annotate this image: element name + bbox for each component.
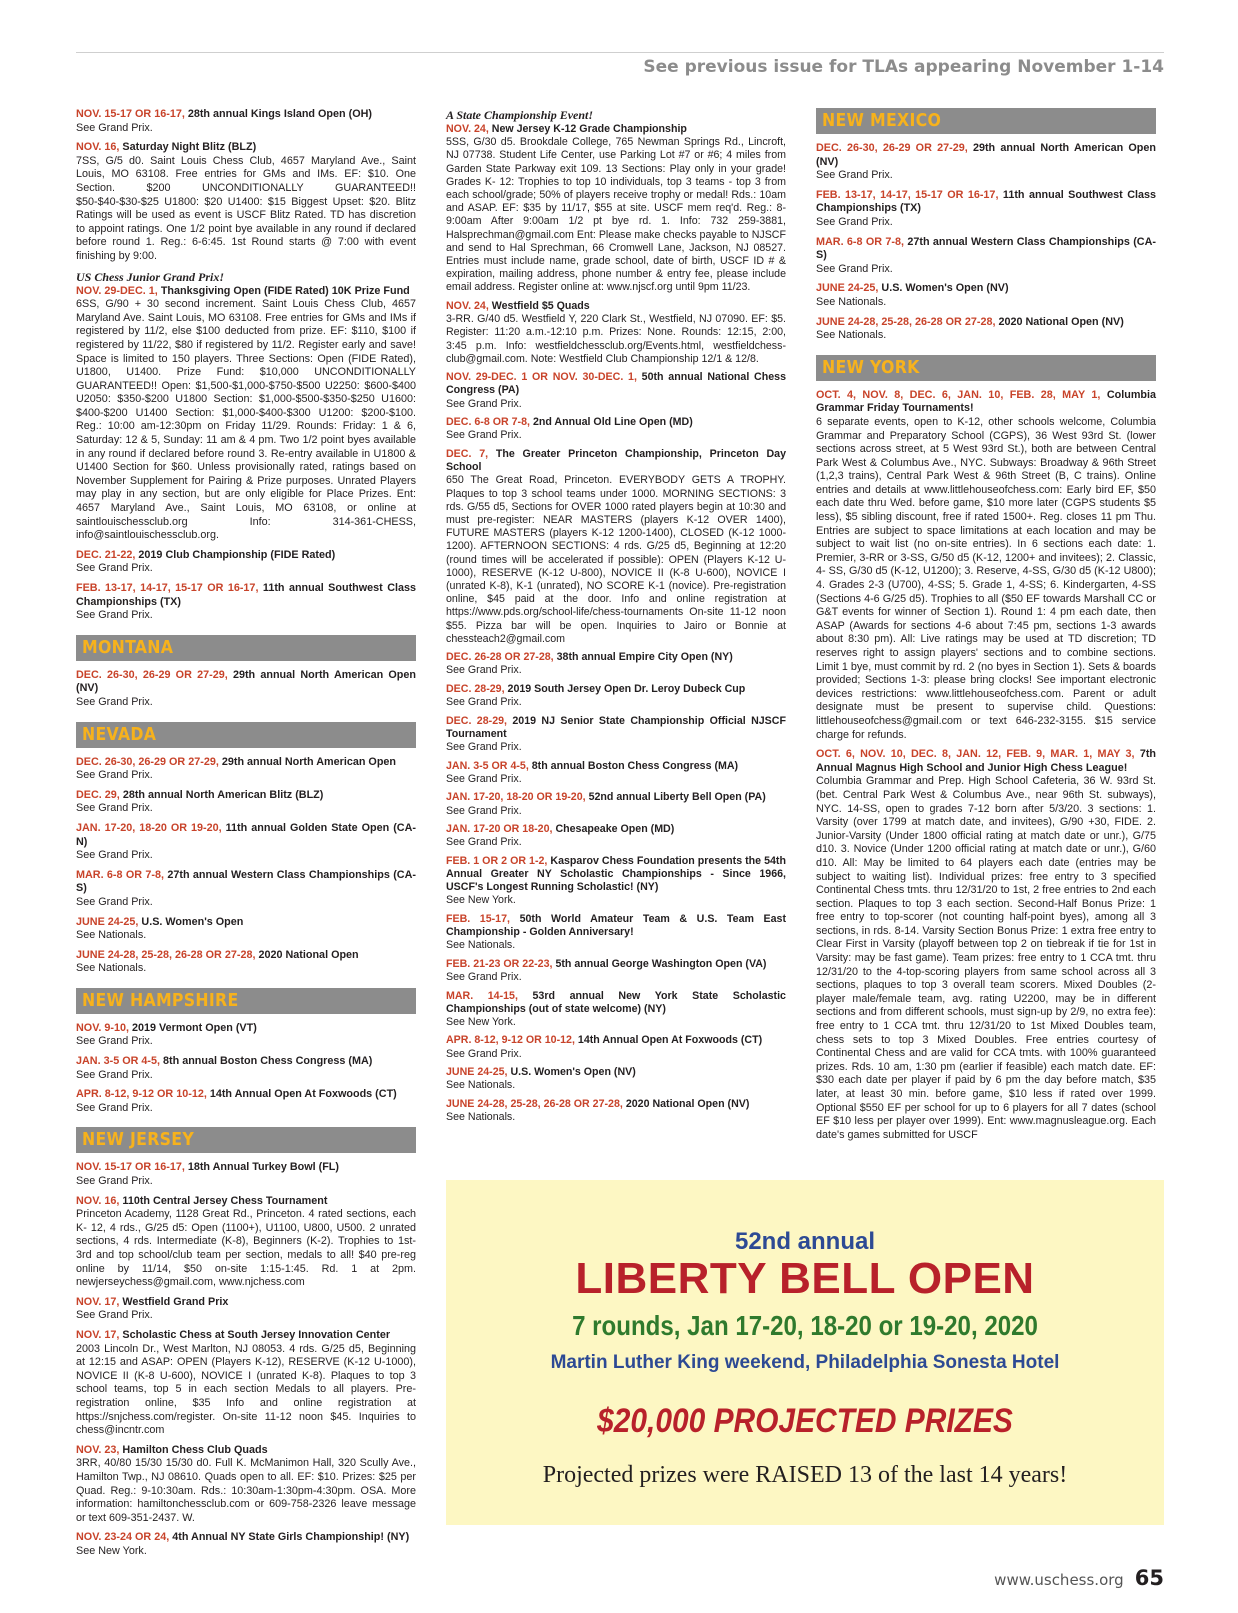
event-dates: NOV. 17, [76,1328,120,1341]
event-title: 2020 National Open (NV) [625,1097,750,1110]
event-listing [446,683,786,709]
ad-dates: 7 rounds, Jan 17-20, 18-20 or 19-20, 2020 [572,1310,1038,1341]
event-details: See Grand Prix. [816,215,893,228]
event-title: U.S. Women's Open [141,915,244,928]
event-details: 650 The Great Road, Princeton. EVERYBODY GETS A TROPHY. Plaques to top 3 school teams under 1000. MORNING SECTIONS: 3 rds. G/55 d5, Sections for OVER 1000 rated players begin at 10:30 and must pre-register: NEAR MASTERS (players K-12 OVER 1400), FUTURE MASTERS (players K-12 1200-1400), CLOSED (K-12 1000-1200). AFTERNOON SECTIONS: 4 rds. G/25 d5, Beginning at 12:20 (round times will be accelerated if possible): OPEN (Players K-12 U-1000), RESERVE (K-12 U-800), NOVICE II (K-8 U-600), NOVICE I (unrated K-8), K-1 (unrated), NO SCORE K-1 (novice). Pre-registration online, $45 paid at the door. Info and online registration at https://www.pds.org/school-life/chess-tournaments On-site 11-12 noon $55. Pizza bar will be open. Inquiries to Jairo or Bonnie at chessteach2@gmail.com [446,474,786,645]
event-details: See Grand Prix. [446,664,522,677]
event-dates: NOV. 16, [76,1194,120,1207]
event-title: 27th annual Western Class Championships (CA-S) [76,868,416,895]
event-listing [446,1034,786,1060]
event-listing [446,760,786,786]
event-listing [446,416,786,442]
event-title: Scholastic Chess at South Jersey Innovation Center [122,1328,391,1341]
event-details: See Nationals. [446,1079,516,1092]
event-dates: MAR. 6-8 OR 7-8, [76,868,164,881]
top-banner [76,52,1164,86]
event-title: 14th Annual Open At Foxwoods (CT) [209,1088,397,1101]
event-title: 28th annual North American Blitz (BLZ) [122,788,324,801]
event-title: Columbia Grammar Friday Tournaments! [816,388,1157,415]
event-title: 2020 National Open (NV) [998,315,1124,328]
event-dates: MAR. 14-15, [446,989,518,1002]
event-details: See Nationals. [816,329,887,342]
event-dates: NOV. 29-DEC. 1, [76,284,158,297]
event-title: 4th Annual NY State Girls Championship! (NY) [172,1531,410,1544]
event-title: 29th annual North American Open (NV) [76,668,416,695]
ad-title: LIBERTY BELL OPEN [575,1254,1035,1303]
event-title: 18th Annual Turkey Bowl (FL) [187,1161,339,1174]
event-title: 2019 South Jersey Open Dr. Leroy Dubeck Cup [507,683,746,695]
event-title: Hamilton Chess Club Quads [122,1443,268,1456]
event-dates: APR. 8-12, 9-12 OR 10-12, [76,1088,207,1101]
event-dates: JUNE 24-28, 25-28, 26-28 OR 27-28, [76,948,256,961]
event-details: See Grand Prix. [76,849,153,862]
event-listing [76,1296,416,1323]
event-details: See Grand Prix. [76,1309,153,1322]
event-details: See Nationals. [76,929,147,942]
event-listing [76,756,416,783]
event-dates: NOV. 16, [76,141,120,154]
event-title: Chesapeake Open (MD) [555,823,675,836]
event-listing [76,1088,416,1115]
event-tagline: A State Championship Event! [446,108,594,122]
event-title: New Jersey K-12 Grade Championship [491,123,687,135]
event-listing [446,958,786,984]
event-title: Westfield Grand Prix [122,1295,229,1308]
ad-prize-history: Projected prizes were RAISED 13 of the last 14 years! [542,1462,1068,1488]
event-details: See Grand Prix. [446,429,522,442]
event-listing [446,855,786,908]
liberty-bell-open-advertisement [446,1180,1164,1525]
column-middle [446,108,786,1130]
event-dates: JUNE 24-25, [816,282,879,295]
event-details: See Grand Prix. [76,1175,153,1188]
event-title: 2019 Vermont Open (VT) [132,1021,257,1034]
event-dates: DEC. 6-8 OR 7-8, [446,416,530,429]
event-listing [76,1531,416,1558]
event-title: 5th annual George Washington Open (VA) [555,957,767,970]
event-dates: DEC. 29, [76,788,120,801]
event-listing [76,285,416,543]
event-listing [816,189,1156,230]
event-listing [446,300,786,366]
event-details: See Grand Prix. [446,772,522,785]
event-listing [76,1195,416,1290]
event-listing [816,316,1156,343]
event-dates: NOV. 15-17 OR 16-17, [76,108,185,120]
event-listing [446,1066,786,1092]
event-listing [76,1444,416,1526]
event-dates: JUNE 24-25, [446,1066,508,1079]
event-title: 11th annual Southwest Class Championships (TX) [76,582,417,608]
event-dates: FEB. 21-23 OR 22-23, [446,957,553,970]
state-section-header: NEW YORK [816,355,1156,381]
event-dates: JAN. 3-5 OR 4-5, [446,759,529,772]
event-listing [446,913,786,953]
event-title: 11th annual Golden State Open (CA-N) [76,821,416,848]
event-title: 28th annual Kings Island Open (OH) [187,108,372,120]
event-dates: MAR. 6-8 OR 7-8, [816,235,904,248]
event-dates: NOV. 9-10, [76,1021,130,1034]
event-details: See Grand Prix. [446,397,522,410]
event-dates: APR. 8-12, 9-12 OR 10-12, [446,1034,575,1047]
event-listing [446,990,786,1030]
state-section-header: MONTANA [76,635,416,661]
event-listing [76,1022,416,1049]
event-details: 6SS, G/90 + 30 second increment. Saint Louis Chess Club, 4657 Maryland Ave. Saint Louis, MO 63108. Free entries for GMs and IMs if registered by 11/2, else $100 deducted from prize. EF: $110, $100 if registered by 11/22, $80 if registered by 11/2. Register early and save! Space is limited to 150 players. Three Sections: Open (FIDE Rated), U1800, U1400. Prize Fund: $10,000 UNCONDITIONALLY GUARANTEED!! Open: $1,500-$1,000-$750-$500 U2250: $600-$400 U2050: $350-$200 U1800 Section: $1,000-$500-$350-$250 U1600: $400-$200 U1400 Section: $1,000-$400-$300 U1200: $200-$100. Reg.: 10:00 am-12:30pm on Friday 11/29. Rounds: Friday: 1 & 6, Saturday: 12 & 5, Sunday: 11 am & 4 pm. Two 1/2 point byes available in any round if declared before round 3. Re-entry available in U1800 & U1400 Section for $60. Unless provisionally rated, ratings based on November Supplement for Pairing & Prize purposes. Unrated Players may play in any section, but are only eligible for Place Prizes. Ent: 4657 Maryland Ave., Saint Louis, MO 63108, or online at saintlouischessclub.org Info: 314-361-CHESS, info@saintlouischessclub.org. [76,298,416,542]
previous-issue-note: See previous issue for TLAs appearing November 1-14 [643,57,1164,77]
event-listing [446,371,786,411]
event-details: See Nationals. [446,1111,516,1124]
event-title: 8th annual Boston Chess Congress (MA) [163,1055,373,1068]
event-listing [76,822,416,863]
event-details: 3-RR. G/40 d5. Westfield Y, 220 Clark St., Westfield, NJ 07090. EF: $5. Register: 11:20 a.m.-12:10 p.m. Prizes: None. Rounds: 12:15, 2:00, 3:45 p.m. Info: westfieldchessclub.org/Events.html, westfieldchess-club@gmail.com. Note: Westfield Club Championship 12/1 & 12/8. [446,313,786,365]
event-title: 7th Annual Magnus High School and Junior High Chess League! [816,748,1157,774]
event-dates: NOV. 23, [76,1443,120,1456]
event-title: Thanksgiving Open (FIDE Rated) 10K Prize Fund [160,284,410,297]
event-details: See Grand Prix. [76,802,153,815]
event-listing [76,141,416,263]
page-number: 65 [1134,1566,1164,1590]
event-title: 14th Annual Open At Foxwoods (CT) [577,1034,763,1047]
event-title: 2nd Annual Old Line Open (MD) [532,416,693,429]
event-title: 50th annual National Chess Congress (PA) [446,371,786,397]
event-details: See Grand Prix. [76,1068,153,1081]
event-title: U.S. Women's Open (NV) [881,282,1009,295]
event-dates: DEC. 21-22, [76,548,136,561]
event-details: See Nationals. [446,939,516,952]
event-dates: FEB. 15-17, [446,912,510,925]
event-dates: NOV. 17, [76,1295,120,1308]
state-section-header: NEVADA [76,722,416,748]
event-details: See Grand Prix. [76,609,153,622]
event-title: 29th annual North American Open [221,755,397,768]
event-dates: DEC. 26-30, 26-29 OR 27-29, [76,668,228,681]
event-listing [446,123,786,295]
state-section-header: NEW JERSEY [76,1127,416,1153]
state-section-header: NEW HAMPSHIRE [76,988,416,1014]
event-listing [76,1161,416,1188]
event-title: 2019 Club Championship (FIDE Rated) [138,548,336,561]
event-listing [76,949,416,976]
event-details: 3RR, 40/80 15/30 15/30 d0. Full K. McManimon Hall, 320 Scully Ave., Hamilton Twp., NJ 08610. Quads open to all. EF: $10. Prizes: $25 per Quad. Reg.: 9-10:30am. Rds.: 10:30am-1:30pm-4:30pm. OSA. More information: hamiltonchessclub.com or 609-758-2326 leave message or text 609-351-2437. W. [76,1457,416,1524]
event-dates: DEC. 26-30, 26-29 OR 27-29, [76,755,219,768]
event-title: 53rd annual New York State Scholastic Championships (out of state welcome) (NY) [446,989,786,1015]
event-title: 11th annual Southwest Class Championships (TX) [816,188,1157,215]
event-details: See Grand Prix. [76,695,153,708]
event-listing [76,108,416,135]
event-listing [76,669,416,710]
event-dates: JUNE 24-28, 25-28, 26-28 OR 27-28, [446,1097,623,1110]
event-listing [76,549,416,576]
event-title: 38th annual Empire City Open (NY) [556,651,733,664]
event-dates: DEC. 26-30, 26-29 OR 27-29, [816,142,968,154]
event-listing [446,448,786,646]
event-details: See Grand Prix. [446,836,522,849]
event-dates: JAN. 17-20, 18-20 OR 19-20, [446,791,586,804]
event-title: 52nd annual Liberty Bell Open (PA) [588,791,766,804]
event-dates: FEB. 13-17, 14-17, 15-17 OR 16-17, [816,188,999,201]
event-dates: OCT. 6, NOV. 10, DEC. 8, JAN. 12, FEB. 9, MAR. 1, MAY 3, [816,748,1135,761]
event-title: The Greater Princeton Championship, Princeton Day School [446,447,786,474]
event-details: Columbia Grammar and Prep. High School Cafeteria, 36 W. 93rd St. (bet. Central Park West & Columbus Ave., near 96th St. subways), NYC. 14-SS, open to grades 7-12 born after 5/3/20. 3 sections: 1. Varsity (over 1799 at match date, and invitees), G/90 +30, FIDE. 2. Junior-Varsity (Under 1800 official rating at match date or unr.), G/75 d10. 3. Novice (Under 1200 official rating at match date or unr.), G/60 d10. All: May be limited to 64 players each date (entries may be subject to waiting list). Individual prizes: free entry to 3 specified Continental Chess tmts. thru 12/31/20 to 1st, 2 free entries to 2nd each section. Plaques to top 3 each section. Second-Half Bonus Prize: 1 free entry to top-scorer (not counting half-point byes), among all 3 sections, in rds. 8-14. Varsity Section Bonus Prize: 1 extra free entry to Clear First in Varsity (playoff between top 2 on tiebreak if tie for 1st in Varsity: may be fast game). Team prizes: free entry to 1 CCA tmt. thru 12/31/20 to the 4-top-scoring players from same school across all 3 sections, plaques to top 3 overall team scorers. Mixed Doubles (2-player male/female team, avg. rating U2200, may be in different sections and from different schools, must sign-up by 2/9, no extra fee): free entry to 1 CCA tmt. thru 12/31/20 to 1st Mixed Doubles team, chess sets to top 3 Mixed Doubles. Free entries courtesy of Continental Chess and are valid for CCA tmts. with 100% guaranteed prizes. Rds. 10 am, 1:30 pm (earlier if feasible) each match date. EF: $30 each date per player if paid by 6 pm the day before match, $35 later, at least 30 min. before game, $10 less if rated over 1999. Optional $550 EF per school for up to 6 players for all 7 dates (school EF $10 less per player over 1999). Ent: www.magnusleague.org. Each date's games submitted for USCF [816,775,1156,1141]
event-listing [816,236,1156,277]
event-listing [76,582,416,623]
event-title: 8th annual Boston Chess Congress (MA) [531,759,739,772]
event-dates: FEB. 1 OR 2 OR 1-2, [446,854,548,867]
event-dates: JAN. 17-20, 18-20 OR 19-20, [76,821,222,834]
event-dates: DEC. 28-29, [446,714,507,727]
event-listing [816,389,1156,742]
event-details: See Nationals. [816,295,887,308]
event-listing [446,791,786,817]
event-listing [816,142,1156,183]
ad-prize-fund: $20,000 PROJECTED PRIZES [597,1402,1013,1440]
event-details: See Grand Prix. [76,769,153,782]
event-details: See Grand Prix. [76,1035,153,1048]
event-title: Kasparov Chess Foundation presents the 54th Annual Greater NY Scholastic Championships - Since 1966, USCF's Longest Running Scholastic! (NY) [446,854,786,894]
event-details: See New York. [446,894,516,907]
event-title: Saturday Night Blitz (BLZ) [122,141,257,154]
event-title: 29th annual North American Open (NV) [816,142,1156,168]
event-title: 110th Central Jersey Chess Tournament [122,1194,328,1207]
column-left [76,108,416,1564]
event-details: See Grand Prix. [76,562,153,575]
event-details: See Grand Prix. [446,1047,522,1060]
event-listing [76,1329,416,1438]
event-details: See Grand Prix. [446,971,522,984]
event-details: See Grand Prix. [446,804,522,817]
event-details: 7SS, G/5 d0. Saint Louis Chess Club, 4657 Maryland Ave., Saint Louis, MO 63108. Free entries for GMs and IMs. EF: $10. One Section. $200 UNCONDITIONALLY GUARANTEED!! $50-$40-$30-$25 U1800: $20 U1400: $15 Biggest Upset: $20. Blitz Ratings will be used as event is USCF Blitz Rated. TD has discretion to appoint ratings. One 1/2 point bye available in any round if declared before round 1. Reg.: 6-6:45. 1st Round starts @ 7:00 with event finishing by 9:00. [76,154,416,262]
website-url: www.uschess.org [994,1571,1124,1589]
event-dates: JAN. 17-20 OR 18-20, [446,823,553,836]
event-details: Princeton Academy, 1128 Great Rd., Princeton. 4 rated sections, each K- 12, 4 rds., G/25 d5: Open (1100+), U1100, U800, U500. 2 unrated sections, 4 rds. Intermediate (K-8), Beginners (K-2). Trophies to 1st-3rd and top school/club team per section, medals to all! $40 pre-reg online by 11/14, $50 on-site 1:15-1:45. Rd. 1 at 2pm. newjerseychess@gmail.com, www.njchess.com [76,1208,416,1289]
event-listing [446,715,786,755]
event-title: 50th World Amateur Team & U.S. Team East Championship - Golden Anniversary! [446,912,786,939]
event-details: 6 separate events, open to K-12, other schools welcome, Columbia Grammar and Preparatory School (CGPS), 36 West 93rd St. (lower sections across street, at 5 West 93rd St.), both are between Central Park West & Columbus Ave., NYC. Subways: Broadway & 96th Street (1,2,3 trains), Central Park West & 96th Street (B, C trains). Online entries and details at www.littlehouseofchess.com: Early bird EF, $50 each date thru Wed. before game, $10 more later (CGPS students $5 less), $5 sibling discount, free if rated 1500+. Reg. closes 11 pm Thu. Entries are subject to space limitations at each location and may be subject to wait list (no on-site entries). In 6 sections each date: 1. Premier, 3-RR or 3-SS, G/50 d5 (K-12, 1200+ and invitees); 2. Classic, 4- SS, G/30 d5 (K-12, U1200); 3. Reserve, 4-SS, G/30 d5 (K-12 U800); 4. Grades 2-3 (U700), 4-SS; 5. Grade 1, 4-SS; 6. Kindergarten, 4-SS (Sections 4-6 G/25 d5). Trophies to all ($50 EF towards Marshall CC or G&T events for winner of Section 1). Round 1: 4 pm each date, then ASAP (Awards for sections 4-6 about 7:45 pm, sections 1-3 awards about 8:30 pm). All: Live ratings may be used at TD discretion; TD reserves right to assign players' sections and to combine sections. Limit 1 bye, must commit by rd. 2 (no byes in Section 1). Sets & boards provided; Sections 1-3: please bring clocks! See important electronic devices restrictions: www.littlehouseofchess.com. Parent or adult designate must be present to supervise child. Questions: littlehouseofchess@gmail.com or text 646-232-3155. $15 service charge for refunds. [816,415,1156,741]
event-listing [76,789,416,816]
event-dates: NOV. 15-17 OR 16-17, [76,1161,185,1174]
page-footer [994,1566,1164,1590]
event-listing [76,869,416,910]
event-dates: NOV. 23-24 OR 24, [76,1531,170,1544]
event-details: See Grand Prix. [816,262,893,275]
event-dates: DEC. 28-29, [446,683,505,695]
event-dates: NOV. 24, [446,299,489,312]
event-dates: OCT. 4, NOV. 8, DEC. 6, JAN. 10, FEB. 28, MAY 1, [816,388,1101,401]
event-title: Westfield $5 Quads [491,299,590,312]
event-listing [76,1055,416,1082]
event-details: See New York. [446,1015,516,1028]
event-details: See New York. [76,1544,147,1557]
event-listing [446,823,786,849]
event-dates: FEB. 13-17, 14-17, 15-17 OR 16-17, [76,582,259,594]
event-details: See Grand Prix. [76,121,153,134]
event-details: See Nationals. [76,962,147,975]
event-details: See Grand Prix. [446,741,522,754]
event-dates: NOV. 24, [446,123,489,135]
event-listing [816,282,1156,309]
column-right [816,108,1156,1148]
event-details: See Grand Prix. [76,1101,153,1114]
event-tagline: US Chess Junior Grand Prix! [76,269,225,284]
event-dates: DEC. 26-28 OR 27-28, [446,651,554,664]
event-details: 5SS, G/30 d5. Brookdale College, 765 Newman Springs Rd., Lincroft, NJ 07738. Student Life Center, use Parking Lot #7 or #6; 4 miles from Garden State Parkway exit 109. 13 Sections: Play only in your grade! Grades K- 12: Trophies to top 10 individuals, top 3 teams - top 3 from each school/grade; 50% of players receive trophy or medal! Rds.: 10am and ASAP. EF: $35 by 11/17, $55 at site. USCF mem req'd. Reg.: 8-9:00am After 9:00am 1/2 pt bye rd. 1. Info: 732 259-3881, Halsprechman@gmail.com Ent: Please make checks payable to NJSCF and send to Hal Sprechman, 66 Cromwell Lane, Jackson, NJ 08527. Entries must include name, grade school, date of birth, USCF ID # & expiration, mailing address, phone number & entry fee, please include email address. Register online at: www.njscf.org until 9pm 11/23. [446,136,786,294]
event-details: See Grand Prix. [816,169,893,182]
event-listing [76,916,416,943]
event-title: 2019 NJ Senior State Championship Official NJSCF Tournament [446,714,786,740]
event-dates: JAN. 3-5 OR 4-5, [76,1055,161,1068]
state-section-header: NEW MEXICO [816,108,1156,134]
event-listing [446,1098,786,1124]
event-listing [816,748,1156,1142]
ad-edition: 52nd annual [734,1228,876,1255]
event-title: 2020 National Open [258,948,359,961]
event-dates: JUNE 24-28, 25-28, 26-28 OR 27-28, [816,315,996,328]
event-dates: NOV. 29-DEC. 1 OR NOV. 30-DEC. 1, [446,371,637,384]
event-title: 27th annual Western Class Championships (CA-S) [816,235,1156,262]
event-dates: DEC. 7, [446,447,489,460]
event-dates: JUNE 24-25, [76,915,139,928]
event-title: U.S. Women's Open (NV) [510,1066,636,1079]
event-details: See Grand Prix. [76,895,153,908]
event-listing [446,651,786,677]
ad-venue: Martin Luther King weekend, Philadelphia Sonesta Hotel [550,1352,1060,1373]
event-details: See Grand Prix. [446,696,522,709]
event-details: 2003 Lincoln Dr., West Marlton, NJ 08053. 4 rds. G/25 d5, Beginning at 12:15 and ASAP: OPEN (Players K-12), RESERVE (K-12 U-1000), NOVICE II (K-8 U-600), NOVICE I (unrated K-8). Plaques to top 3 school teams, top 5 in each section Medals to all players. Pre-registration online, $35 Info and online registration at https://snjchess.com/register. On-site 11-12 noon $45. Inquiries to chess@incntr.com [76,1342,416,1437]
